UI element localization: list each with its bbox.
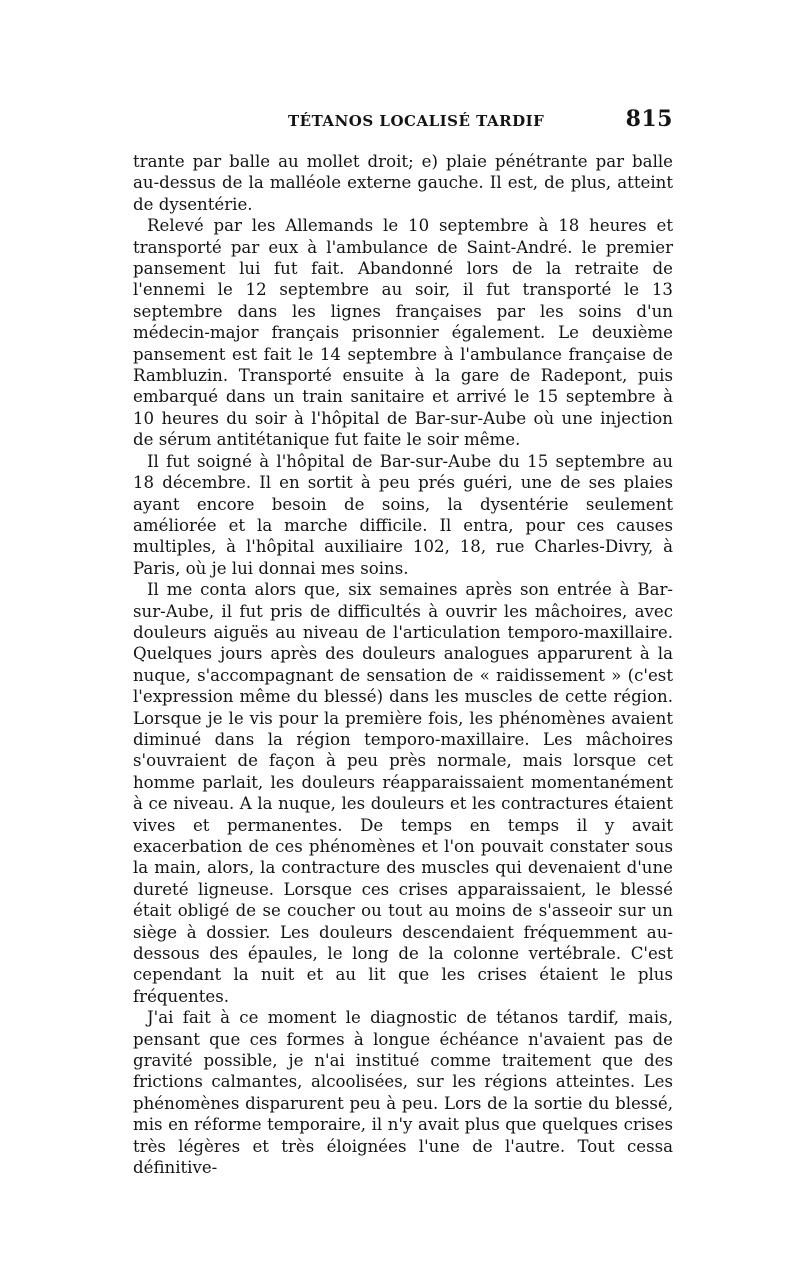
page-number: 815 [625,106,673,132]
paragraph-transport: Relevé par les Allemands le 10 septembre à 18 heures et transporté par eux à l'ambulance de Saint-André. le premier pansement lui fut fait. Abandonné lors de la retraite de l'ennemi le 12 septembre au soir, il fut transporté le 13 septembre dans les lignes françaises par les soins d'un médecin-major français prisonnier également. Le deuxième pansement est fait le 14 septembre à l'ambulance française de Rambluzin. Transporté ensuite à la gare de Radepont, puis embarqué dans un train sanitaire et arrivé le 15 septembre à 10 heures du soir à l'hôpital de Bar-sur-Aube où une injection de sérum antitétanique fut faite le soir même. [133,216,673,450]
body-text [133,151,673,1179]
paragraph-hospital-stay: Il fut soigné à l'hôpital de Bar-sur-Aube du 15 septembre au 18 décembre. Il en sortit à peu prés guéri, une de ses plaies ayant encore besoin de soins, la dysentérie seulement améliorée et la marche difficile. Il entra, pour ces causes multiples, à l'hôpital auxiliaire 102, 18, rue Charles-Divry, à Paris, où je lui donnai mes soins. [133,451,673,578]
paragraph-symptoms: Il me conta alors que, six semaines après son entrée à Bar-sur-Aube, il fut pris de difficultés à ouvrir les mâchoires, avec douleurs aiguës au niveau de l'articulation temporo-maxillaire. Quelques jours après des douleurs analogues apparurent à la nuque, s'accompagnant de sensation de « raidissement » (c'est l'expression même du blessé) dans les muscles de cette région. Lorsque je le vis pour la première fois, les phénomènes avaient diminué dans la région temporo-maxillaire. Les mâchoires s'ouvraient de façon à peu près normale, mais lorsque cet homme parlait, les douleurs réapparaissaient momentanément à ce niveau. A la nuque, les douleurs et les contractures étaient vives et permanentes. De temps en temps il y avait exacerbation de ces phénomènes et l'on pouvait constater sous la main, alors, la contracture des muscles qui devenaient d'une dureté ligneuse. Lorsque ces crises apparaissaient, le blessé était obligé de se coucher ou tout au moins de s'asseoir sur un siège à dossier. Les douleurs descendaient fréquemment au-dessous des épaules, le long de la colonne vertébrale. C'est cependant la nuit et au lit que les crises étaient le plus fréquentes. [133,580,673,1006]
running-header [133,106,673,136]
paragraph-continuation: trante par balle au mollet droit; e) plaie pénétrante par balle au-dessus de la malléole externe gauche. Il est, de plus, atteint de dysentérie. [133,152,673,214]
paragraph-diagnosis: J'ai fait à ce moment le diagnostic de tétanos tardif, mais, pensant que ces formes à longue échéance n'avaient pas de gravité possible, je n'ai institué comme traitement que des frictions calmantes, alcoolisées, sur les régions atteintes. Les phénomènes disparurent peu à peu. Lors de la sortie du blessé, mis en réforme temporaire, il n'y avait plus que quelques crises très légères et très éloignées l'une de l'autre. Tout cessa définitive- [133,1008,673,1178]
running-title: TÉTANOS LOCALISÉ TARDIF [288,112,545,130]
